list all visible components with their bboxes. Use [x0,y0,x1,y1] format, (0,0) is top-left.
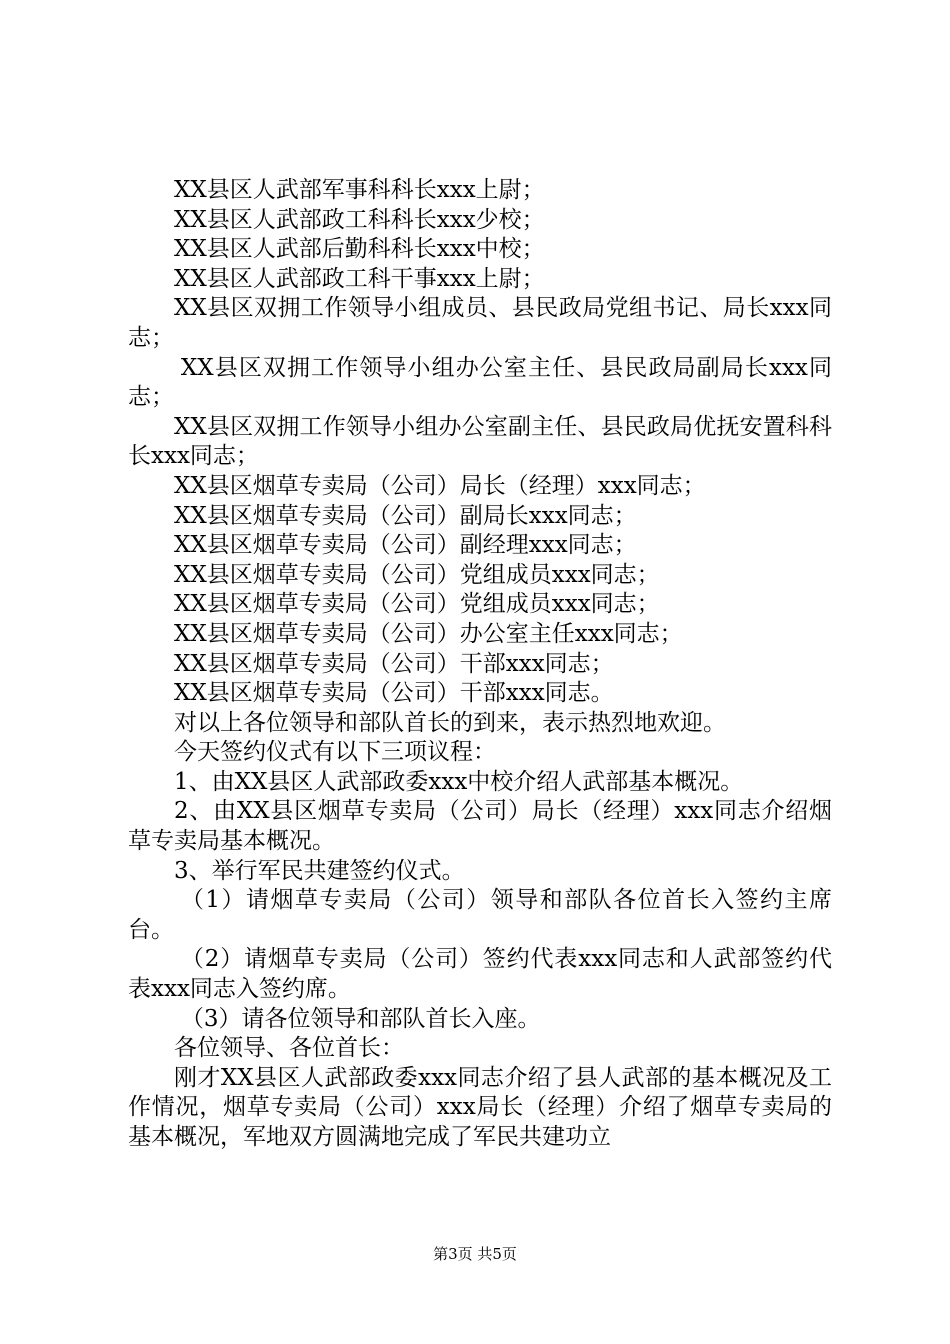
agenda-item: 3、举行军民共建签约仪式。 [174,857,465,884]
paragraph: XX县区双拥工作领导小组办公室主任、县民政局副局长xxx同志； [128,354,832,411]
paragraph: 各位领导、各位首长： [174,1035,404,1062]
paragraph: XX县区烟草专卖局（公司）干部xxx同志； [174,650,614,677]
paragraph: XX县区人武部后勤科科长xxx中校； [174,236,545,263]
paragraph: XX县区人武部政工科干事xxx上尉； [174,265,545,292]
paragraph: 今天签约仪式有以下三项议程： [174,739,496,766]
agenda-subitem: （2）请烟草专卖局（公司）签约代表xxx同志和人武部签约代表xxx同志入签约席。 [128,946,832,1003]
paragraph: XX县区烟草专卖局（公司）办公室主任xxx同志； [174,620,683,647]
paragraph: 对以上各位领导和部队首长的到来，表示热烈地欢迎。 [174,709,726,736]
paragraph: 刚才XX县区人武部政委xxx同志介绍了县人武部的基本概况及工作情况，烟草专卖局（公司）xxx局长（经理）介绍了烟草专卖局的基本概况，军地双方圆满地完成了军民共建功立 [128,1064,832,1150]
agenda-subitem: （1）请烟草专卖局（公司）领导和部队各位首长入签约主席台。 [128,887,832,943]
paragraph: XX县区双拥工作领导小组办公室副主任、县民政局优抚安置科科长xxx同志； [128,413,832,470]
document-body [128,176,832,1153]
paragraph: XX县区双拥工作领导小组成员、县民政局党组书记、局长xxx同志； [128,295,832,351]
paragraph: XX县区烟草专卖局（公司）党组成员xxx同志； [174,591,660,618]
paragraph: XX县区烟草专卖局（公司）局长（经理）xxx同志； [174,472,706,499]
page-number: 第3页 共5页 [433,1245,517,1263]
agenda-subitem: （3）请各位领导和部队首长入座。 [180,1005,541,1032]
paragraph: XX县区人武部军事科科长xxx上尉； [174,177,545,203]
paragraph: XX县区烟草专卖局（公司）干部xxx同志。 [174,680,614,707]
paragraph: XX县区烟草专卖局（公司）副局长xxx同志； [174,502,637,529]
agenda-item: 2、由XX县区烟草专卖局（公司）局长（经理）xxx同志介绍烟草专卖局基本概况。 [128,798,832,855]
paragraph: XX县区人武部政工科科长xxx少校； [174,206,545,233]
paragraph: XX县区烟草专卖局（公司）党组成员xxx同志； [174,561,660,588]
agenda-item: 1、由XX县区人武部政委xxx中校介绍人武部基本概况。 [174,768,744,795]
paragraph: XX县区烟草专卖局（公司）副经理xxx同志； [174,532,637,559]
